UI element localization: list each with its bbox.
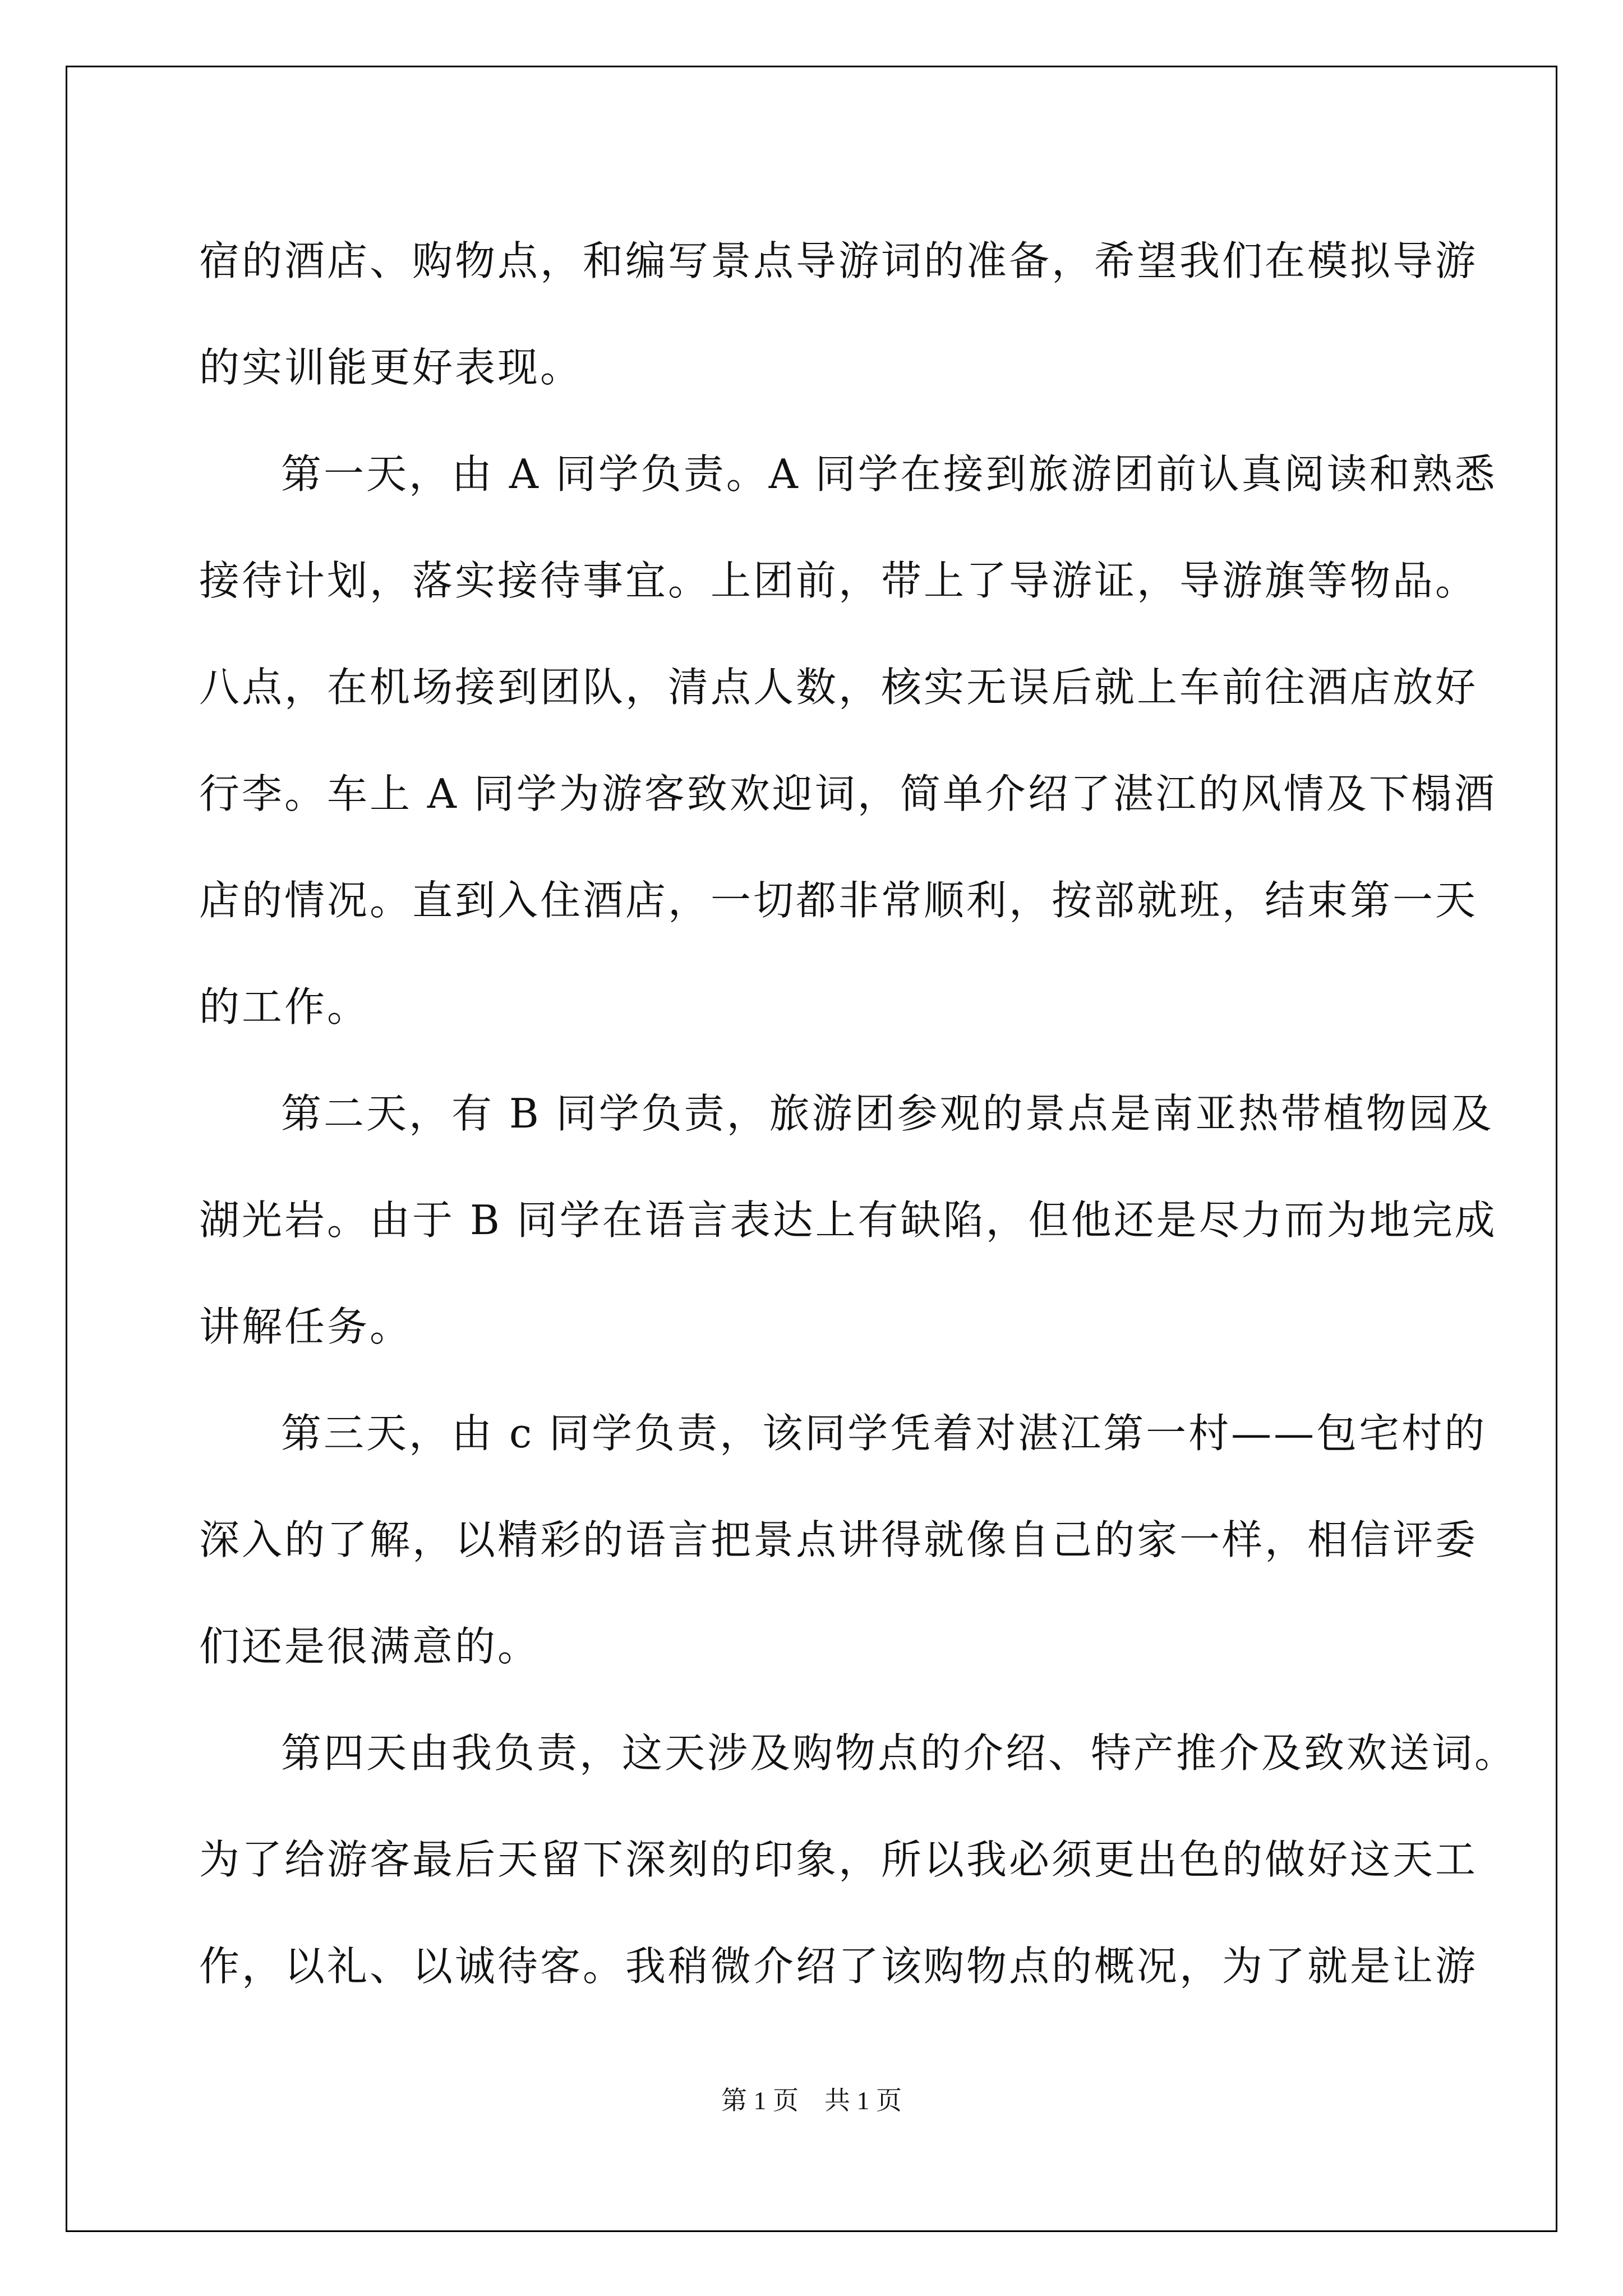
text-line: 们还是很满意的。: [199, 1623, 541, 1670]
paragraph-day-one-start: 第一天，由 A 同学负责。A 同学在接到旅游团前认真阅读和熟悉: [281, 450, 1497, 498]
text-line: 深入的了解，以精彩的语言把景点讲得就像自己的家一样，相信评委: [199, 1516, 1478, 1563]
document-body: [199, 208, 1518, 2019]
text-line: 为了给游客最后天留下深刻的印象，所以我必须更出色的做好这天工: [199, 1836, 1478, 1883]
text-line: 接待计划，落实接待事宜。上团前，带上了导游证，导游旗等物品。: [199, 557, 1478, 604]
paragraph-day-two-start: 第二天，有 B 同学负责，旅游团参观的景点是南亚热带植物园及: [281, 1090, 1494, 1137]
paragraph-day-four-start: 第四天由我负责，这天涉及购物点的介绍、特产推介及致欢送词。: [281, 1729, 1518, 1777]
text-line: 作，以礼、以诚待客。我稍微介绍了该购物点的概况，为了就是让游: [199, 1943, 1478, 1990]
text-line: 八点，在机场接到团队，清点人数，核实无误后就上车前往酒店放好: [199, 664, 1478, 711]
text-line: 讲解任务。: [199, 1303, 413, 1350]
text-line: 店的情况。直到入住酒店，一切都非常顺利，按部就班，结束第一天: [199, 877, 1478, 924]
text-line: 的工作。: [199, 983, 370, 1030]
paragraph-day-three-start: 第三天，由 c 同学负责，该同学凭着对湛江第一村——包宅村的: [281, 1410, 1487, 1457]
text-line: 宿的酒店、购物点，和编写景点导游词的准备，希望我们在模拟导游: [199, 237, 1478, 284]
text-line: 湖光岩。由于 B 同学在语言表达上有缺陷，但他还是尽力而为地完成: [199, 1197, 1497, 1244]
text-line: 的实训能更好表现。: [199, 344, 583, 391]
page-number-footer: 第 1 页 共 1 页: [721, 2086, 902, 2115]
text-line: 行李。车上 A 同学为游客致欢迎词，简单介绍了湛江的风情及下榻酒: [199, 770, 1497, 817]
